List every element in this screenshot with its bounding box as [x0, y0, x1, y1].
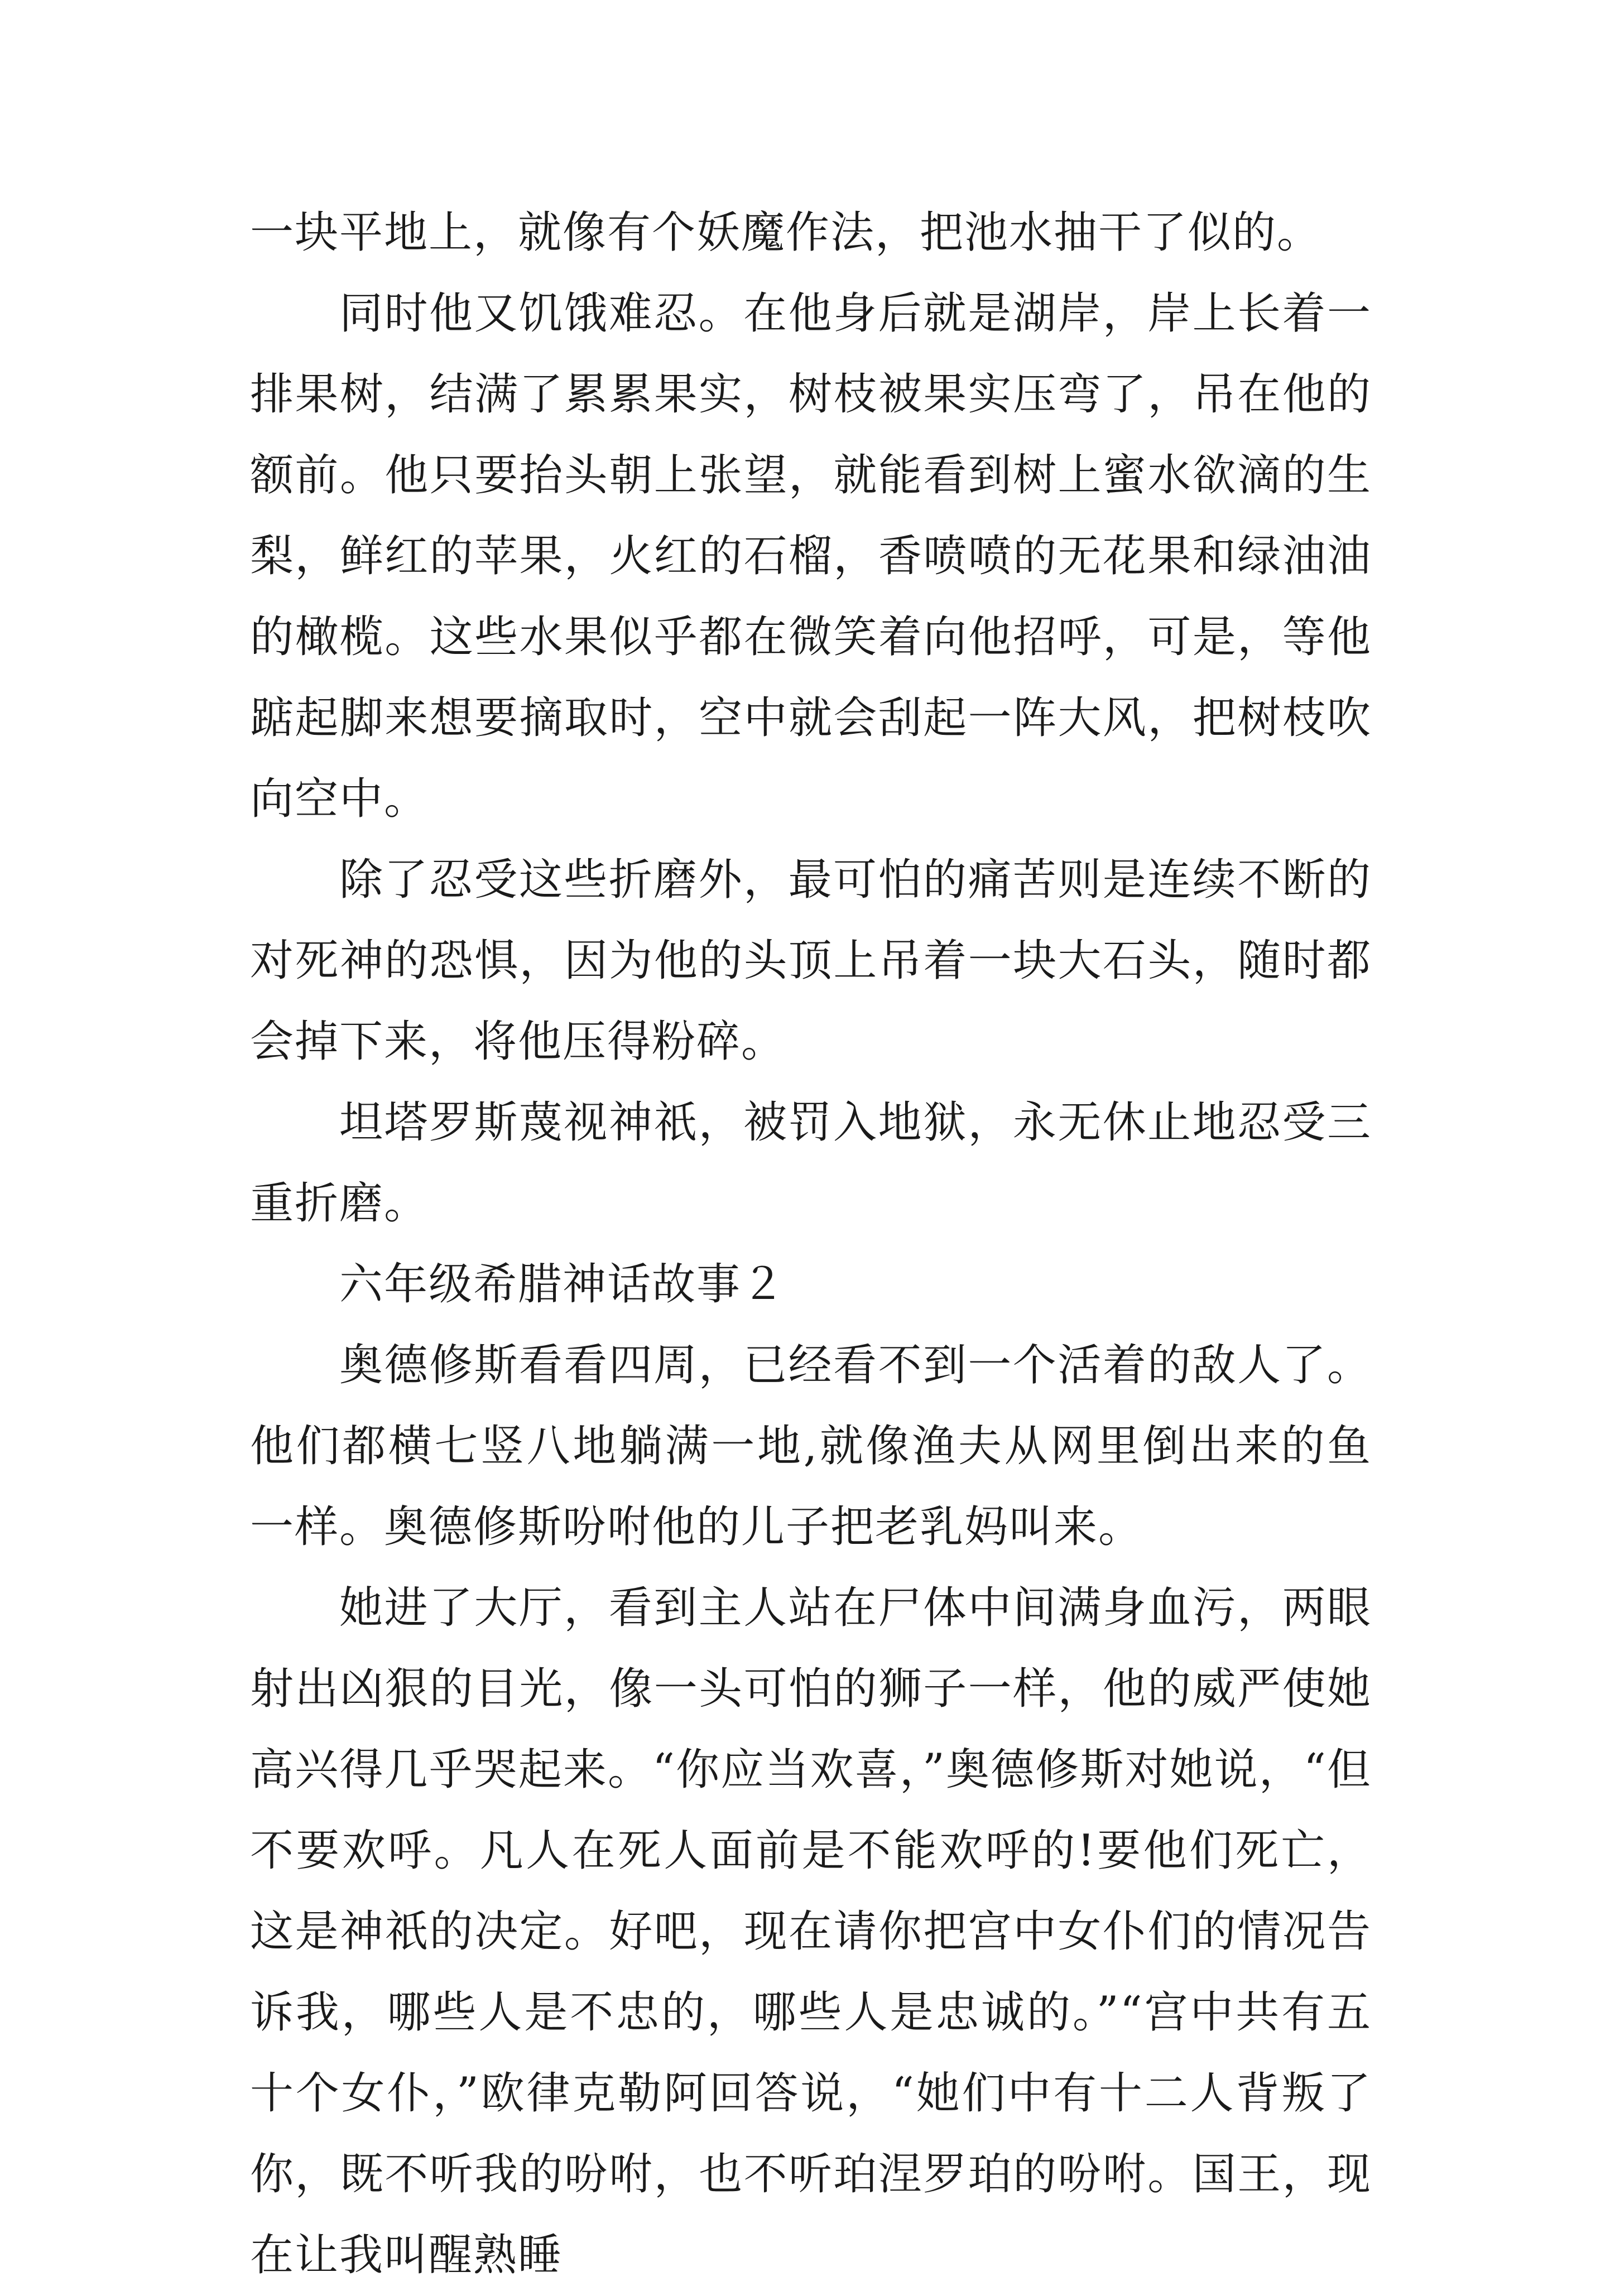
paragraph-punishment: 坦塔罗斯蔑视神祇，被罚入地狱，永无休止地忍受三重折磨。 [250, 1098, 1372, 1229]
paragraph-fear: 除了忍受这些折磨外，最可怕的痛苦则是连续不断的对死神的恐惧，因为他的头顶上吊着一块大石头，随时都会掉下来，将他压得粉碎。 [250, 855, 1372, 1067]
section-heading: 六年级希腊神话故事２ [339, 1259, 786, 1310]
paragraph-continuation: 一块平地上，就像有个妖魔作法，把池水抽干了似的。 [250, 208, 1322, 258]
paragraph-nurse-dialogue: 她进了大厅，看到主人站在尸体中间满身血污，两眼射出凶狠的目光，像一头可怕的狮子一样，他的威严使她高兴得几乎哭起来。“你应当欢喜，”奥德修斯对她说，“但不要欢呼。凡人在死人面前是不能欢呼的!要他们死亡，这是神祇的决定。好吧，现在请你把宫中女仆们的情况告诉我，哪些人是不忠的，哪些人是忠诚的。”“宫中共有五十个女仆，”欧律克勒阿回答说，“她们中有十二人背叛了你，既不听我的吩咐，也不听珀涅罗珀的吩咐。国王，现在让我叫醒熟睡 [250, 1583, 1372, 2280]
document-body [250, 192, 1372, 2296]
paragraph-hunger: 同时他又饥饿难忍。在他身后就是湖岸，岸上长着一排果树，结满了累累果实，树枝被果实压弯了，吊在他的额前。他只要抬头朝上张望，就能看到树上蜜水欲滴的生梨，鲜红的苹果，火红的石榴，香喷喷的无花果和绿油油的橄榄。这些水果似乎都在微笑着向他招呼，可是，等他踮起脚来想要摘取时，空中就会刮起一阵大风，把树枝吹向空中。 [250, 288, 1372, 824]
paragraph-odysseus-looks: 奥德修斯看看四周，已经看不到一个活着的敌人了。他们都横七竖八地躺满一地,就像渔夫从网里倒出来的鱼一样。奥德修斯吩咐他的儿子把老乳妈叫来。 [250, 1340, 1372, 1552]
